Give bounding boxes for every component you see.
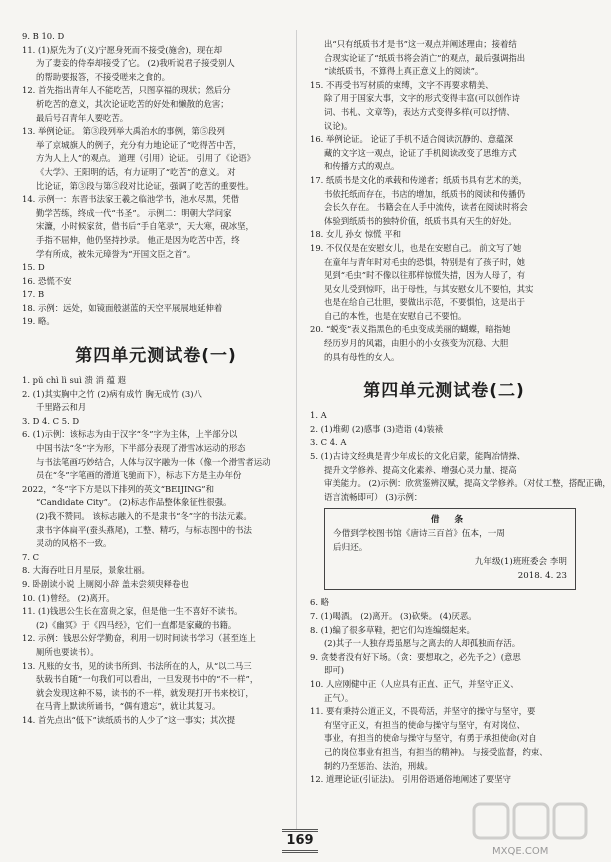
answer-line: 语言流畅即可） (3)示例：	[324, 491, 423, 502]
section-title-unit4-test2: 第四单元测试卷(二)	[363, 381, 525, 402]
answer-line: 厕所也要读书）。	[36, 646, 99, 657]
answer-line: 12. 道理论证(引证法)。 引用俗语通俗地阐述了要坚守	[310, 774, 512, 785]
answer-line: 2. (1)其实胸中之竹 (2)病有成竹 胸无成竹 (3)八	[22, 388, 202, 399]
answer-line: 隶书字体扁平(蚕头燕尾)，工整、精巧，与标志图中的书法	[36, 524, 252, 535]
iou-body-line-2: 后归还。	[333, 543, 368, 554]
answer-line: 13. 凡账的女书，见的读书所到、书法所在的人，从“以二马三	[22, 660, 252, 671]
answer-line: 会长久存在。 书籍会在人手中流传，读者在阅读时将会	[324, 202, 528, 213]
answer-line: (2)我不赞同。 该标志融入的不是隶书“冬”字的书法元素。	[36, 511, 252, 521]
answer-line: 灵动的风格不一致。	[36, 538, 112, 549]
answer-line: 即可)	[324, 665, 345, 676]
answer-line: 1. A	[310, 410, 327, 421]
section-title-unit4-test1: 第四单元测试卷(一)	[75, 346, 237, 367]
answer-line: 9. B 10. D	[22, 31, 65, 41]
answer-line: 审美能力。 (2)示例：欣赏鉴辨汉赋，提高文学修养。（对仗工整，搭配正确，	[324, 478, 611, 489]
answer-line: “读纸质书，不算得上真正意义上的阅读”。	[324, 66, 484, 77]
right-answers-mid	[310, 409, 611, 504]
answer-line: 2. (1)堆砌 (2)感事 (3)造诣 (4)装裱	[310, 423, 444, 434]
answer-line: 10. 人应刚健中正（人应具有正直、正气，并坚守正义、	[310, 678, 519, 689]
answer-line: 7. C	[22, 551, 40, 562]
answer-line: 勤学苦练，终成一代“书圣”。 示例二：明朝大学问家	[36, 207, 232, 218]
answer-line: 最后号召青年人要吃苦。	[36, 112, 129, 123]
answer-line: 事业，有担当的使命与操守与坚守，有勇于承担使命(对自	[324, 733, 537, 744]
answer-line: 11. (1)原先为了(义)宁愿身死而不接受(施舍)，现在却	[22, 44, 223, 55]
watermark-text: MXQE.COM	[492, 846, 549, 857]
answer-line: 比论证，第③段与第⑤段对比论证，强调了吃苦的重要性。	[36, 180, 254, 191]
answer-line: 经历岁月的风霜，由胆小的小女孩变为沉稳、大胆	[324, 338, 509, 349]
answer-line: 11. (1)钱思公生长在富贵之家，但是他一生不喜好不读书。	[22, 606, 243, 617]
answer-line: 己的岗位事业有担当，有担当的精神)。 与接受监督，约束、	[324, 746, 548, 757]
answer-line: 提升文学修养、提高文化素养、增强心灵力量、提高	[324, 464, 517, 475]
answer-line: “Candidate City”。 (2)标志作品整体象征性很强。	[36, 497, 232, 508]
answer-line: 17. B	[22, 289, 45, 300]
answer-line: 的帮助要报答，不接受嗟来之食的。	[36, 71, 170, 82]
answer-line: 词、书札、文章等)，表达方式变得多样(可以抒情、	[324, 106, 515, 117]
answer-line: 17. 纸质书是文化的承载和传递者；纸质书具有艺术的美，	[310, 174, 527, 185]
answer-line: 13. 举例论证。 第③段列举大禹治水的事例，第⑤段列	[22, 126, 225, 137]
answer-line: 3. D 4. C 5. D	[22, 415, 80, 426]
answer-line: 中国书法“冬”字为形，下半部分表现了滑雪冰运动的形态	[36, 443, 246, 454]
answer-line: 2022，“冬”字下方是以下排列的英文“BEIJING”和	[22, 483, 214, 494]
answer-line: 15. 不再受书写材质的束缚，文字不再要求精美、	[310, 79, 494, 90]
right-column	[310, 38, 611, 787]
right-answers-top	[310, 38, 578, 364]
answer-line: 12. 示例：钱思公好学勤奋，利用一切时间读书学习（甚至连上	[22, 633, 256, 644]
answer-line: 手指不屈伸，他仍坚持抄录。 他正是因为吃苦中苦，终	[36, 234, 240, 245]
left-answers-bottom	[22, 374, 290, 727]
answer-line: 14. 首先点出“低下”读纸质书的人少了”这一事实；其次提	[22, 714, 236, 725]
answer-line: 就会发现这种不易，读书的不一样，就发现打开书来校订，	[36, 687, 254, 698]
answer-line: 与书法笔画巧妙结合，人体与汉字融为一体（像一个滑雪者运动	[36, 456, 271, 467]
answer-line: 1. pǔ chì lì suì 溃 消 蕴 遐	[22, 375, 127, 386]
answer-line: 制约乃至惩治、法治，刑裁。	[324, 760, 433, 771]
answer-line: 6. 略	[310, 597, 330, 608]
answer-line: 18. 女儿 孙女 惊慌 平和	[310, 229, 401, 240]
answer-line: 9. 贪婪者没有好下场。（贪：要想取之，必先予之）(意思	[310, 651, 521, 662]
answer-line: 藏的文字这一观点，论证了手机阅读改变了思维方式	[324, 147, 517, 158]
answer-line: 9. 卧剧读小说 上厕阅小辞 盖未尝须臾释卷也	[22, 578, 189, 589]
answer-line: 正气）。	[324, 692, 354, 703]
answer-line: (2)其子一人独存焉虽愿与之离去的人却孤独而存活。	[324, 638, 521, 649]
answer-line: 14. 示例一：东晋书法家王羲之临池学书，池水尽黑，凭借	[22, 194, 239, 205]
answer-line: 和传播方式的观点。	[324, 161, 400, 172]
iou-note	[324, 508, 576, 590]
answer-line: 员在“冬”字笔画的滑道飞驰而下），标志下方是主办年份	[36, 470, 242, 481]
answer-line: 3. C 4. A	[310, 437, 347, 448]
answer-line: 的具有母性的女人。	[324, 351, 400, 362]
answer-line: 自己的本性，也是在安慰自己不要怕。	[324, 310, 467, 321]
answer-line: 19. 略。	[22, 316, 55, 327]
answer-line: 出“只有纸质书才是书”这一观点并阐述理由；接着结	[324, 39, 517, 49]
answer-line: 学有所成，被朱元璋誉为“开国文臣之首”。	[36, 248, 196, 259]
answer-line: 体验到纸质书的独特价值，纸质书具有天生的好处。	[324, 215, 517, 226]
answer-line: 7. (1)喝酒。 (2)离开。 (3)砍柴。 (4)厌恶。	[310, 611, 477, 621]
iou-body-line-1: 今借到学校图书馆《唐诗三百首》伍本，一周	[333, 529, 505, 540]
answer-line: 12. 首先指出青年人不能吃苦，只图享福的现状；然后分	[22, 85, 231, 96]
answer-line: 8. 大海吞吐日月星辰，景象壮丽。	[22, 565, 150, 576]
iou-signer: 九年级(1)班班委会 李明	[474, 557, 567, 568]
answer-line: 16. 恐慌不安	[22, 275, 72, 286]
answer-line: 驮载书自随”一句我们可以看出，一旦发现书中的“不一样”，	[36, 674, 259, 685]
answer-line: (2)《幽冥》于《四马经》，它们一直都是家藏的书籍。	[36, 619, 237, 630]
answer-line: 20. “蜕变”表义指黑色的毛虫变成美丽的蝴蝶，暗指她	[310, 324, 511, 335]
answer-line: 书依托纸而存在，书店的增加，纸质书的阅读和传播仍	[324, 188, 525, 199]
answer-line: 《大学》、王阳明的话，有力证明了“吃苦”的意义。 对	[36, 166, 236, 177]
answer-line: 除了用于国家大事，文字的形式变得丰富(可以创作诗	[324, 93, 520, 104]
right-answers-bottom	[310, 596, 578, 786]
column-divider	[296, 30, 297, 830]
answer-line: 有坚守正义，有担当的使命与操守与坚守，有对岗位、	[324, 719, 525, 730]
answer-line: 千里路云和月	[36, 402, 87, 413]
answer-line: 10. (1)曾经。 (2)离开。	[22, 592, 115, 603]
answer-line: 15. D	[22, 262, 45, 273]
answer-line: 19. 不仅仅是在安慰女儿，也是在安慰自己。 前文写了她	[310, 242, 522, 253]
left-column	[22, 30, 290, 728]
answer-line: 见女儿受到惊吓，出于母性，与其安慰女儿不要怕，其实	[324, 283, 534, 294]
answer-line: 16. 举例论证。 论证了手机不适合阅读沉静的、意蕴深	[310, 134, 513, 145]
page-number: 169	[282, 829, 318, 853]
left-answers-top	[22, 30, 290, 329]
answer-line: 11. 要有秉持公道正义，不畏苟活，并坚守的操守与坚守，要	[310, 706, 536, 717]
answer-line: 方为人上人”的观点。 道理（引用）论证。 引用了《论语》	[36, 153, 255, 164]
answer-line: 在童年与青年时对毛虫的恐惧，特别是有了孩子时，她	[324, 256, 525, 267]
answer-line: 举了京城旗人的例子，充分有力地论证了“吃得苦中苦，	[36, 139, 242, 150]
answer-line: 析吃苦的意义，其次论证吃苦的好处和懒散的危害；	[36, 98, 229, 109]
iou-title: 借 条	[430, 515, 470, 526]
answer-line: 议论)。	[324, 120, 353, 131]
iou-date: 2018. 4. 23	[517, 571, 567, 582]
answer-line: 合现实论证了“纸质书将会消亡”的观点，最后强调指出	[324, 52, 526, 63]
answer-line: 5. (1)古诗文经典是青少年成长的文化启蒙，能陶冶情操、	[310, 451, 526, 462]
answer-line: 8. (1)编了很多草鞋，把它们勾连编缀起来。	[310, 624, 475, 635]
answer-line: 18. 示例：远处，如镜面般湛蓝的天空平展展地延伸着	[22, 302, 223, 313]
answer-line: 宋濂，小时候家贫，借书后“手自笔录”，天大寒，砚冰坚，	[36, 221, 254, 232]
answer-line: 为了妻妾的侍奉却接受了它。 (2)我听说君子接受别人	[36, 58, 235, 69]
answer-line: 见到“毛虫”时不像以往那样惊慌失措，因为人母了，有	[324, 270, 526, 281]
answer-line: 6. (1)示例：该标志为由于汉字“冬”字为主体，上半部分以	[22, 429, 238, 440]
answer-line: 也是在给自己壮胆，要做出示范，不要惧怕，这是出于	[324, 297, 525, 308]
answer-line: 在马背上默读所诵书，“偶有遗忘”，就让其复习。	[36, 701, 221, 712]
